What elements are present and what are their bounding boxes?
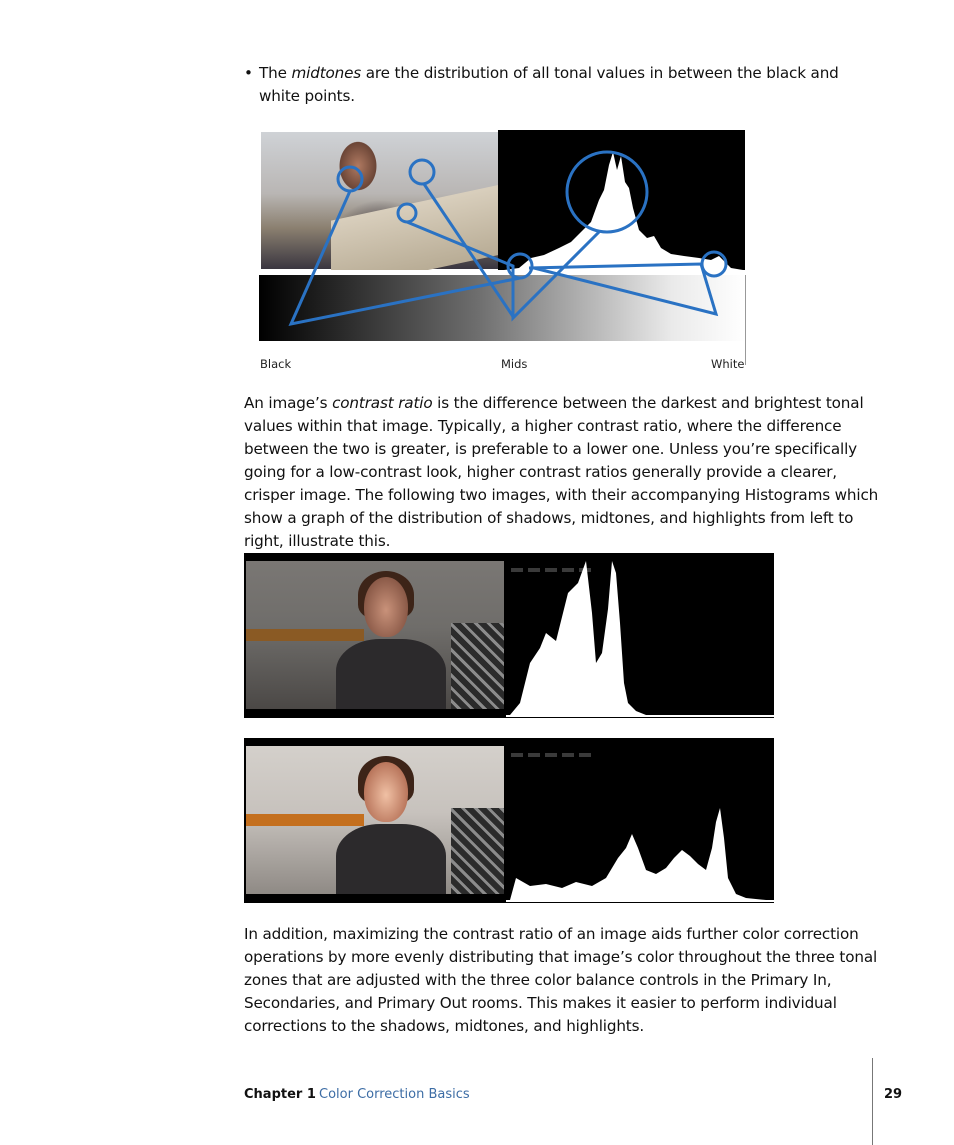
high-contrast-panel [244,738,774,903]
low-contrast-panel [244,553,774,718]
callout-lines [291,152,726,324]
page-number: 29 [884,1087,903,1102]
callout-mid-circle [398,204,416,222]
label-white: White [711,357,745,371]
contrast-benefit-paragraph: In addition, maximizing the contrast ratio of an image aids further color correction operations by more evenly distributing that image’s color throughout the three tonal zones that are adjusted with the three color balance controls in the Primary In, Secondaries, and Primary Out rooms. This makes it easier to perform individual corrections to the shadows, midtones, and highlights. [244,925,878,1035]
footer-section-link[interactable]: Color Correction Basics [319,1087,470,1102]
callout-black-circle [338,167,362,191]
histogram-high-contrast [506,738,774,903]
label-mids: Mids [501,357,528,371]
bullet-text: The midtones are the distribution of all tonal values in between the black and white points. [259,64,839,105]
woman-photo-low-contrast [246,561,504,709]
callout-highlight-circle [410,160,434,184]
bullet-marker: • [244,64,253,82]
callout-line-white [529,264,716,314]
woman-photo-high-contrast [246,746,504,894]
footer-chapter: Chapter 1 [244,1087,316,1102]
bullet-midtones [244,62,884,108]
footer-divider [872,1058,873,1145]
callout-line-black [291,191,520,324]
histogram-curve [504,152,743,270]
tonal-zones-figure [259,130,745,371]
term-contrast-ratio: contrast ratio [332,394,433,412]
term-midtones: midtones [291,64,362,82]
callout-line-highlight [424,184,514,318]
label-black: Black [260,357,292,371]
histogram-and-callouts [259,130,745,342]
contrast-ratio-paragraph: An image’s contrast ratio is the difference between the darkest and brightest tonal values within that image. Typically, a higher contrast ratio, where the difference between the two is greater, is preferable to a lower one. Unless you’re specifically going for a low-contrast look, higher contrast ratios generally provide a clearer, crisper image. The following two images, with their accompanying Histograms which show a graph of the distribution of shadows, midtones, and highlights from left to right, illustrate this. [244,394,879,550]
histogram-low-contrast [506,553,774,718]
